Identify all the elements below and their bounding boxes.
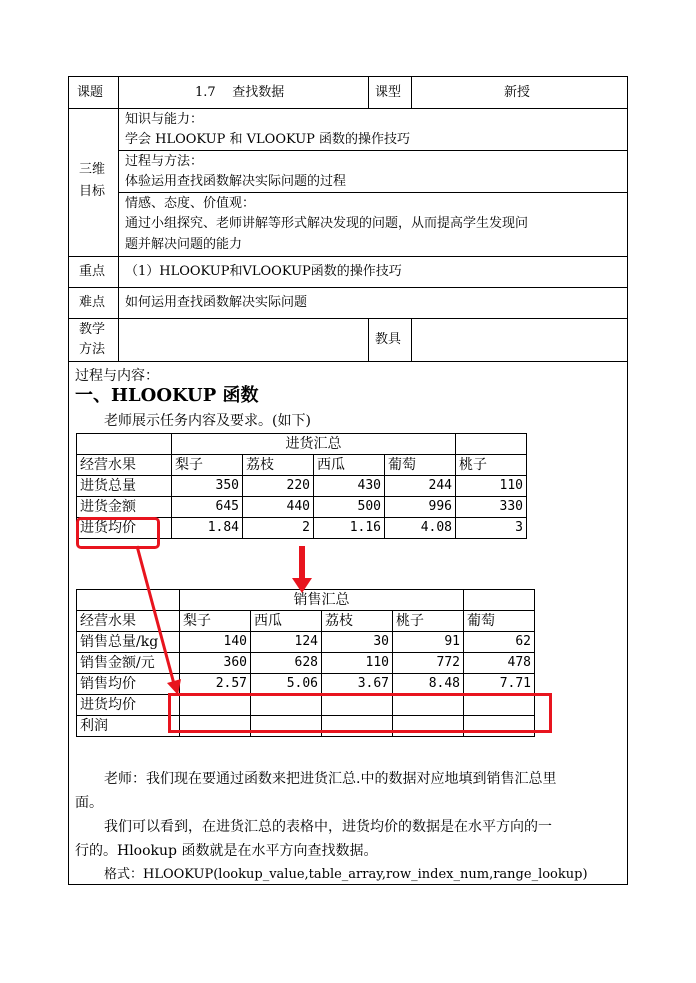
table-cell: 430 (314, 476, 385, 497)
lesson-title: 1.7 查找数据 (195, 85, 285, 100)
arrow-diagonal-icon (137, 546, 181, 695)
sales-col-3: 桃子 (393, 611, 464, 632)
table-cell: 440 (243, 497, 314, 518)
purchase-col-1: 荔枝 (243, 455, 314, 476)
table-cell: 140 (180, 632, 251, 653)
purchase-row-label: 进货总量 (77, 476, 172, 497)
para2-line1: 我们可以看到，在进货汇总的表格中，进货均价的数据是在水平方向的一 (104, 819, 552, 835)
difficulty-text: 如何运用查找函数解决实际问题 (125, 295, 308, 310)
purchase-corner: 经营水果 (77, 455, 172, 476)
objectives-label-2: 目标 (79, 184, 106, 199)
sales-table-title: 销售汇总 (180, 590, 464, 611)
table-cell: 350 (172, 476, 243, 497)
table-cell: 5.06 (251, 674, 322, 695)
process-text: 体验运用查找函数解决实际问题的过程 (125, 174, 347, 189)
sales-row-label: 销售均价 (77, 674, 180, 695)
section-heading: 一、HLOOKUP 函数 (75, 385, 259, 406)
table-cell: 3.67 (322, 674, 393, 695)
table-cell: 62 (464, 632, 535, 653)
purchase-col-3: 葡萄 (385, 455, 456, 476)
key-point-label: 重点 (79, 264, 106, 279)
format-line: 格式：HLOOKUP(lookup_value,table_array,row_index_num,range_lookup) (104, 867, 588, 882)
knowledge-title: 知识与能力： (125, 112, 204, 127)
table-cell: 220 (243, 476, 314, 497)
purchase-row-label: 进货均价 (77, 518, 172, 539)
table-cell: 330 (456, 497, 527, 518)
table-cell: 500 (314, 497, 385, 518)
purchase-col-4: 桃子 (456, 455, 527, 476)
sales-row-label: 利润 (77, 716, 180, 737)
sales-row-label: 销售总量/kg (77, 632, 180, 653)
process-heading: 过程与内容： (75, 368, 159, 384)
table-cell: 244 (385, 476, 456, 497)
type-label: 课型 (375, 85, 402, 100)
table-cell: 1.84 (172, 518, 243, 539)
table-cell: 996 (385, 497, 456, 518)
table-cell: 2 (243, 518, 314, 539)
knowledge-text: 学会 HLOOKUP 和 VLOOKUP 函数的操作技巧 (125, 132, 411, 147)
purchase-row-label: 进货金额 (77, 497, 172, 518)
table-cell: 110 (322, 653, 393, 674)
purchase-col-2: 西瓜 (314, 455, 385, 476)
table-cell: 30 (322, 632, 393, 653)
table-cell: 628 (251, 653, 322, 674)
purchase-table-title: 进货汇总 (172, 434, 456, 455)
purchase-col-0: 梨子 (172, 455, 243, 476)
table-cell: 3 (456, 518, 527, 539)
table-cell: 360 (180, 653, 251, 674)
table-cell: 4.08 (385, 518, 456, 539)
table-cell: 7.71 (464, 674, 535, 695)
table-cell: 2.57 (180, 674, 251, 695)
table-cell: 772 (393, 653, 464, 674)
tools-label: 教具 (375, 332, 402, 347)
table-cell: 1.16 (314, 518, 385, 539)
method-label-1: 教学 (79, 322, 106, 337)
table-cell: 91 (393, 632, 464, 653)
sales-col-4: 葡萄 (464, 611, 535, 632)
emotion-text-2: 题并解决问题的能力 (125, 237, 243, 252)
para1-line2: 面。 (75, 795, 103, 811)
table-cell: 8.48 (393, 674, 464, 695)
key-point-text: （1）HLOOKUP和VLOOKUP函数的操作技巧 (125, 264, 402, 279)
objectives-label-1: 三维 (79, 162, 106, 177)
sales-col-2: 荔枝 (322, 611, 393, 632)
type-value: 新授 (504, 85, 531, 100)
method-label-2: 方法 (79, 342, 106, 357)
lesson-label: 课题 (77, 85, 104, 100)
difficulty-label: 难点 (79, 295, 106, 310)
table-cell: 124 (251, 632, 322, 653)
sales-col-0: 梨子 (180, 611, 251, 632)
arrow-down-icon (292, 546, 312, 593)
sales-row-label: 销售金额/元 (77, 653, 180, 674)
sales-corner: 经营水果 (77, 611, 180, 632)
emotion-title: 情感、态度、价值观： (125, 196, 256, 211)
process-title: 过程与方法： (125, 154, 204, 169)
sales-col-1: 西瓜 (251, 611, 322, 632)
table-cell: 478 (464, 653, 535, 674)
intro-text: 老师展示任务内容及要求。(如下) (104, 413, 311, 429)
emotion-text-1: 通过小组探究、老师讲解等形式解决发现的问题，从而提高学生发现问 (125, 216, 529, 231)
table-cell: 645 (172, 497, 243, 518)
para1-line1: 老师：我们现在要通过函数来把进货汇总.中的数据对应地填到销售汇总里 (104, 771, 557, 787)
table-cell: 110 (456, 476, 527, 497)
para2-line2: 行的。Hlookup 函数就是在水平方向查找数据。 (75, 843, 378, 859)
sales-row-label: 进货均价 (77, 695, 180, 716)
